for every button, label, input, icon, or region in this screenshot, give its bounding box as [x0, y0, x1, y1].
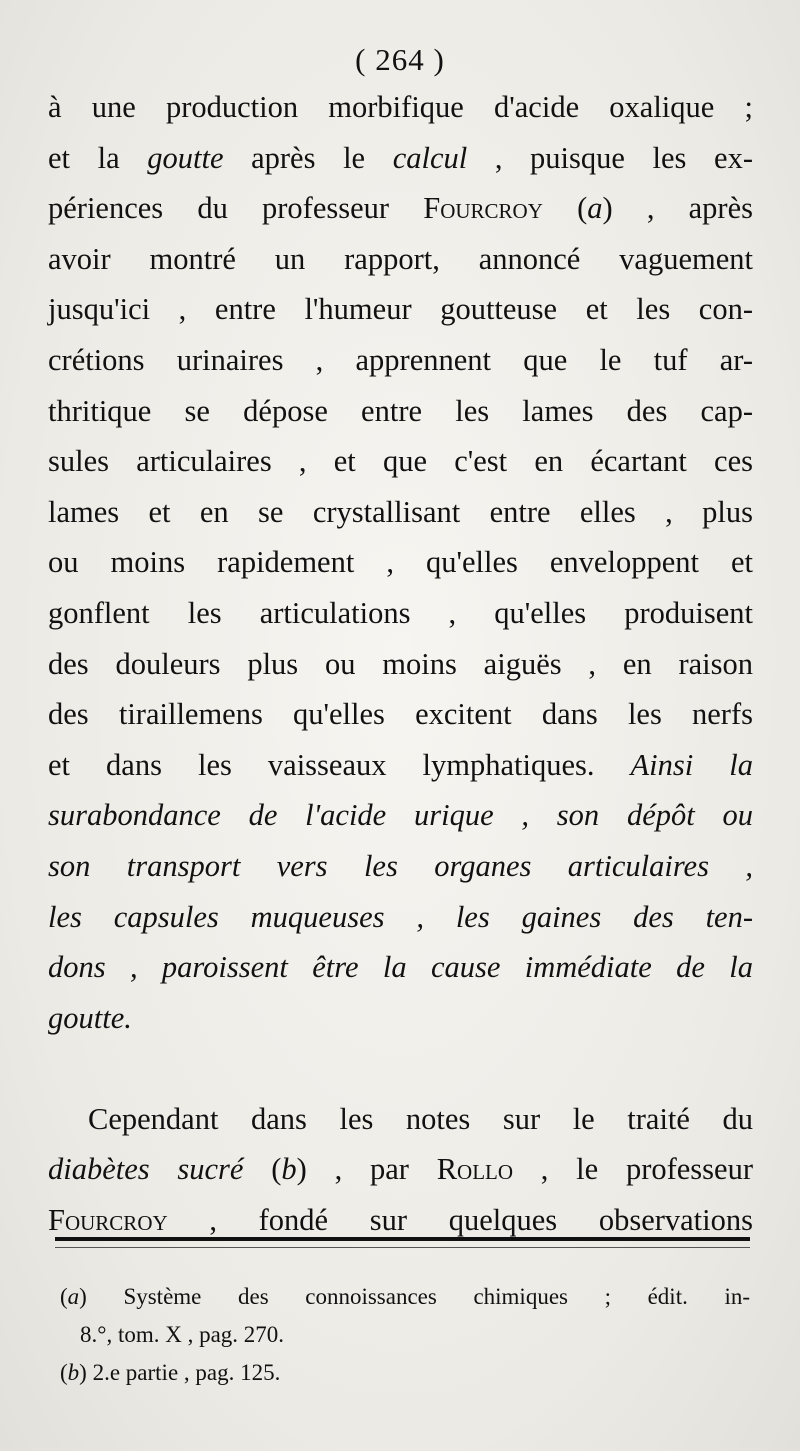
- footnotes: [60, 1278, 750, 1392]
- body-text: [48, 82, 753, 1246]
- footnote-rule-thin: [55, 1247, 750, 1248]
- text-line: et la goutte après le calcul , puisque les ex-: [48, 140, 753, 175]
- text-line: périences du professeur Fourcroy (a) , après: [48, 191, 753, 226]
- page-number: ( 264 ): [355, 42, 445, 77]
- footnote-rule: [55, 1237, 750, 1241]
- text-line: des tiraillemens qu'elles excitent dans les nerfs: [48, 697, 753, 732]
- text-line: diabètes sucré (b) , par Rollo , le professeur: [48, 1152, 753, 1187]
- text-line: crétions urinaires , apprennent que le tuf ar-: [48, 342, 753, 377]
- text-line: dons , paroissent être la cause immédiate de la: [48, 950, 753, 985]
- text-line: surabondance de l'acide urique , son dépôt ou: [48, 798, 753, 833]
- text-line: à une production morbifique d'acide oxalique ;: [48, 90, 753, 124]
- text-line: gonflent les articulations , qu'elles produisent: [48, 595, 753, 630]
- text-line: et dans les vaisseaux lymphatiques. Ainsi la: [48, 747, 754, 782]
- footnote-line: (a) Système des connoissances chimiques ; édit. in-: [60, 1284, 750, 1309]
- text-line: ou moins rapidement , qu'elles enveloppent et: [48, 545, 753, 580]
- text-line: Fourcroy , fondé sur quelques observations: [48, 1203, 753, 1238]
- text-line: [48, 1043, 753, 1094]
- text-line: jusqu'ici , entre l'humeur goutteuse et les con-: [48, 292, 753, 327]
- text-line: des douleurs plus ou moins aiguës , en raison: [48, 646, 753, 681]
- text-line: sules articulaires , et que c'est en écartant ces: [48, 444, 753, 479]
- text-line: goutte.: [48, 1000, 132, 1035]
- text-line: avoir montré un rapport, annoncé vaguement: [48, 241, 753, 276]
- text-line: lames et en se crystallisant entre elles , plus: [48, 494, 753, 529]
- text-line: Cependant dans les notes sur le traité du: [88, 1101, 753, 1136]
- footnote-line: (b) 2.e partie , pag. 125.: [60, 1360, 281, 1385]
- footnote-line: 8.°, tom. X , pag. 270.: [80, 1322, 285, 1347]
- text-line: les capsules muqueuses , les gaines des ten-: [48, 899, 753, 934]
- text-line: son transport vers les organes articulaires ,: [48, 848, 753, 883]
- text-line: thritique se dépose entre les lames des cap-: [48, 393, 753, 428]
